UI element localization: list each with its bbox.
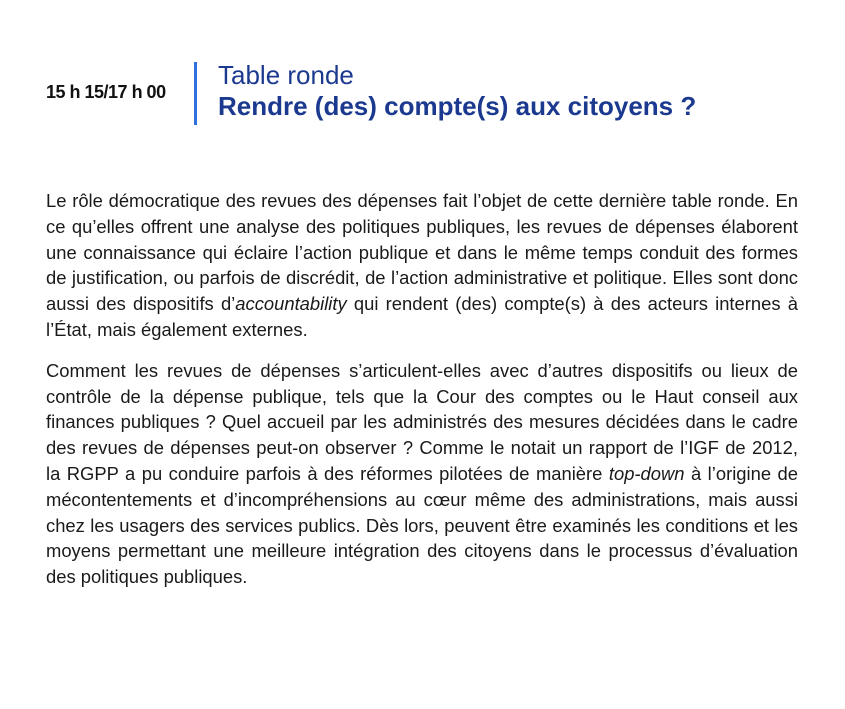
session-header — [46, 60, 826, 126]
paragraph-2-emphasis: top-down — [608, 462, 685, 484]
paragraph-1-text-start: Le rôle démocratique des revues des dépenses fait l’objet de cette dernière table ronde. En ce qu’elles offrent une analyse des politiques publiques, les revues de dépenses élaborent une connaissance qui éclaire l’action publique et dans le même temps conduit des formes de justification, ou parfois de discrédit, de l’action administrative et politique. Elles sont donc aussi des dispositifs d’ — [46, 190, 798, 315]
session-title: Rendre (des) compte(s) aux citoyens ? — [218, 91, 697, 121]
paragraph-1-text-end: qui rendent (des) compte(s) à des acteurs internes à l’État, mais également externes. — [46, 293, 798, 340]
paragraph-2-text-start: Comment les revues de dépenses s’articulent-elles avec d’autres dispositifs ou lieux de contrôle de la dépense publique, tels que la Cour des comptes ou le Haut conseil aux finances publiques ? Quel accueil par les administrés des mesures décidées dans le cadre des revues de dépenses peut-on observer ? Comme le notait un rapport de l’IGF de 2012, la RGPP a pu conduire parfois à des réformes pilotées de manière — [46, 359, 798, 484]
session-description — [46, 188, 798, 605]
session-kind: Table ronde — [218, 60, 354, 90]
header-divider — [194, 62, 197, 125]
paragraph-2 — [46, 358, 798, 590]
paragraph-1 — [46, 188, 798, 343]
paragraph-1-emphasis: accountability — [235, 293, 347, 315]
paragraph-2-text-end: à l’origine de mécontentements et d’incompréhensions au cœur même des administrations, mais aussi chez les usagers des services publics. Dès lors, peuvent être examinés les conditions et les moyens permettant une meilleure intégration des citoyens dans le processus d’évaluation des politiques publiques. — [46, 462, 798, 588]
session-titles — [218, 60, 696, 122]
session-time: 15 h 15/17 h 00 — [46, 82, 166, 102]
